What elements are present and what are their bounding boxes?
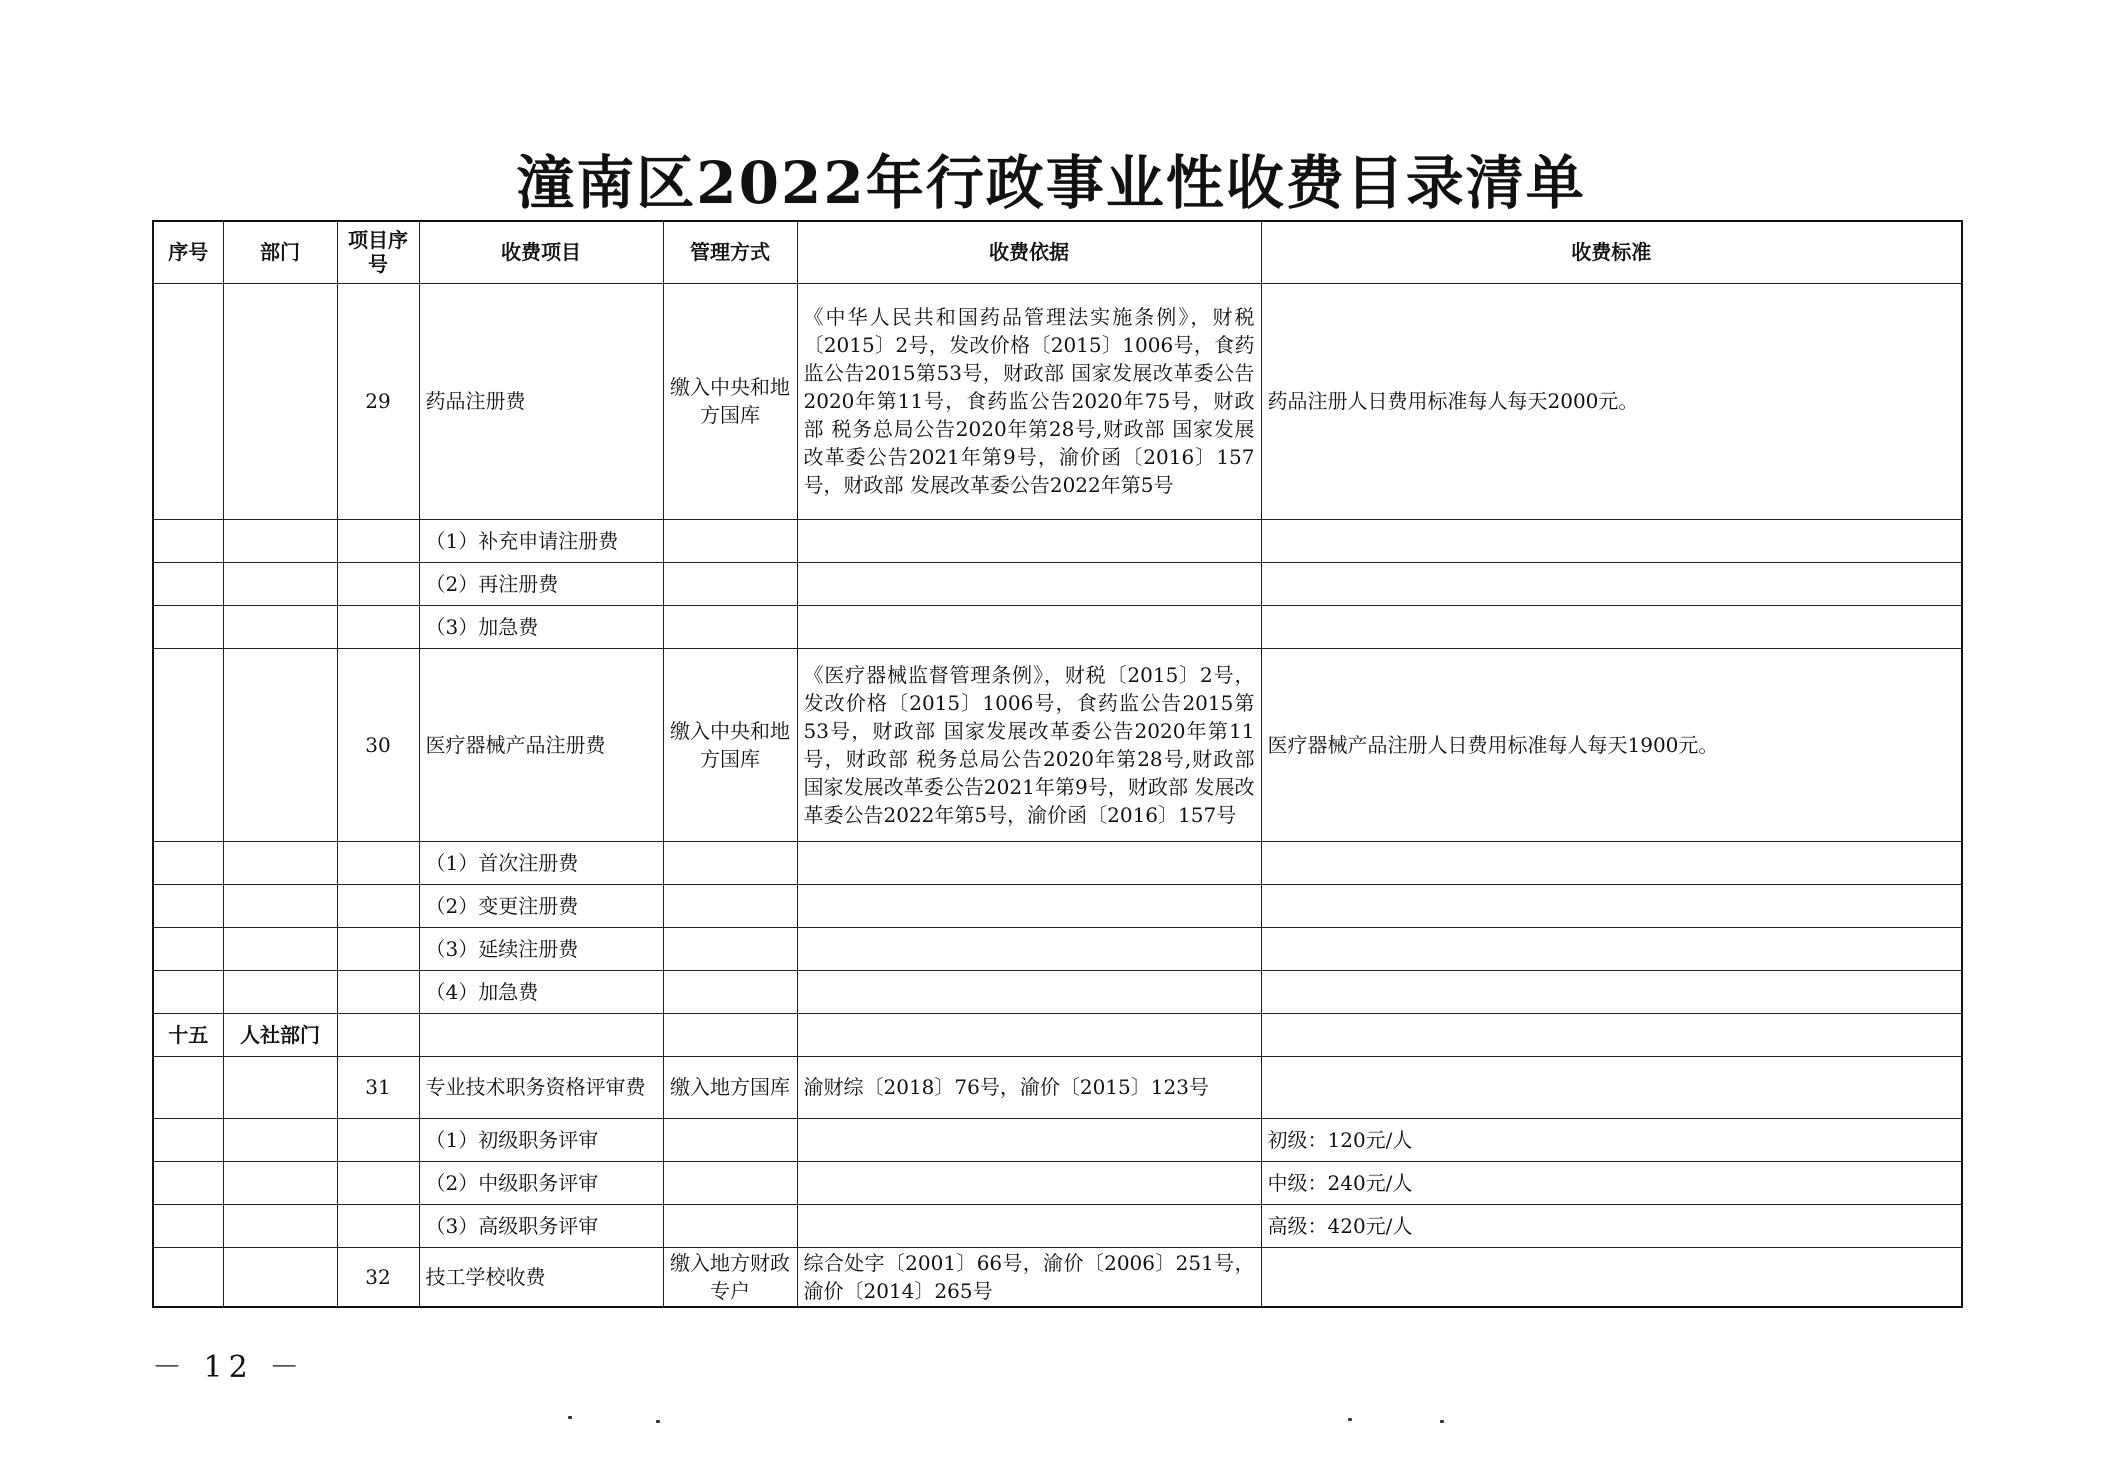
cell-item: （2）再注册费	[419, 562, 663, 605]
cell-item: （1）补充申请注册费	[419, 519, 663, 562]
cell-mgmt: 缴入地方财政专户	[663, 1247, 797, 1307]
cell-mgmt: 缴入中央和地方国库	[663, 283, 797, 519]
scan-speck	[568, 1416, 572, 1419]
cell-basis: 《中华人民共和国药品管理法实施条例》，财税〔2015〕2号，发改价格〔2015〕1006号，食药监公告2015第53号，财政部 国家发展改革委公告2020年第11号，食药监公告2020年75号，财政部 税务总局公告2020年第28号,财政部 国家发展改革委公告2021年第9号，渝价函〔2016〕157号，财政部 发展改革委公告2022年第5号	[797, 283, 1261, 519]
page-title: 潼南区2022年行政事业性收费目录清单	[516, 149, 1586, 217]
cell-item: （1）首次注册费	[419, 841, 663, 884]
scan-speck	[656, 1420, 660, 1423]
cell-item-seq: 29	[337, 283, 419, 519]
cell-item: 技工学校收费	[419, 1247, 663, 1307]
fee-catalog-table	[152, 220, 1963, 1308]
cell-standard: 药品注册人日费用标准每人每天2000元。	[1261, 283, 1962, 519]
table-row	[153, 970, 1962, 1013]
page-number: － 12 －	[152, 1350, 306, 1385]
table-row	[153, 927, 1962, 970]
cell-basis: 综合处字〔2001〕66号，渝价〔2006〕251号，渝价〔2014〕265号	[797, 1247, 1261, 1307]
header-dept: 部门	[223, 221, 337, 283]
cell-item: （4）加急费	[419, 970, 663, 1013]
table-row	[153, 1204, 1962, 1247]
cell-seq: 十五	[153, 1013, 223, 1056]
cell-standard: 初级：120元/人	[1261, 1118, 1962, 1161]
header-basis: 收费依据	[797, 221, 1261, 283]
cell-standard: 医疗器械产品注册人日费用标准每人每天1900元。	[1261, 648, 1962, 841]
cell-standard: 高级：420元/人	[1261, 1204, 1962, 1247]
cell-item-seq: 31	[337, 1056, 419, 1118]
table-row	[153, 562, 1962, 605]
cell-item: （2）变更注册费	[419, 884, 663, 927]
table-row	[153, 1056, 1962, 1118]
cell-dept: 人社部门	[223, 1013, 337, 1056]
cell-item: （3）加急费	[419, 605, 663, 648]
scan-speck	[1440, 1420, 1444, 1423]
header-seq: 序号	[153, 221, 223, 283]
cell-mgmt: 缴入地方国库	[663, 1056, 797, 1118]
header-item-seq: 项目序号	[337, 221, 419, 283]
table-row	[153, 605, 1962, 648]
scan-speck	[1348, 1418, 1352, 1421]
cell-item: 药品注册费	[419, 283, 663, 519]
cell-item: 专业技术职务资格评审费	[419, 1056, 663, 1118]
header-item: 收费项目	[419, 221, 663, 283]
cell-basis: 渝财综〔2018〕76号，渝价〔2015〕123号	[797, 1056, 1261, 1118]
table-row	[153, 283, 1962, 519]
cell-item-seq: 30	[337, 648, 419, 841]
table-row	[153, 1013, 1962, 1056]
table-row	[153, 1247, 1962, 1307]
cell-item: （3）高级职务评审	[419, 1204, 663, 1247]
table-row	[153, 519, 1962, 562]
cell-mgmt: 缴入中央和地方国库	[663, 648, 797, 841]
table-row	[153, 841, 1962, 884]
cell-item-seq: 32	[337, 1247, 419, 1307]
cell-seq	[153, 648, 223, 841]
header-mgmt: 管理方式	[663, 221, 797, 283]
table-row	[153, 648, 1962, 841]
table-row	[153, 1118, 1962, 1161]
table-row	[153, 884, 1962, 927]
header-standard: 收费标准	[1261, 221, 1962, 283]
table-row	[153, 1161, 1962, 1204]
cell-dept	[223, 283, 337, 519]
cell-seq	[153, 283, 223, 519]
cell-item: （3）延续注册费	[419, 927, 663, 970]
cell-item: （1）初级职务评审	[419, 1118, 663, 1161]
cell-basis: 《医疗器械监督管理条例》，财税〔2015〕2号，发改价格〔2015〕1006号，食药监公告2015第53号，财政部 国家发展改革委公告2020年第11号，财政部 税务总局公告2020年第28号,财政部 国家发展改革委公告2021年第9号，财政部 发展改革委公告2022年第5号，渝价函〔2016〕157号	[797, 648, 1261, 841]
cell-item: （2）中级职务评审	[419, 1161, 663, 1204]
table-header-row	[153, 221, 1962, 283]
cell-standard: 中级：240元/人	[1261, 1161, 1962, 1204]
cell-item: 医疗器械产品注册费	[419, 648, 663, 841]
cell-dept	[223, 648, 337, 841]
